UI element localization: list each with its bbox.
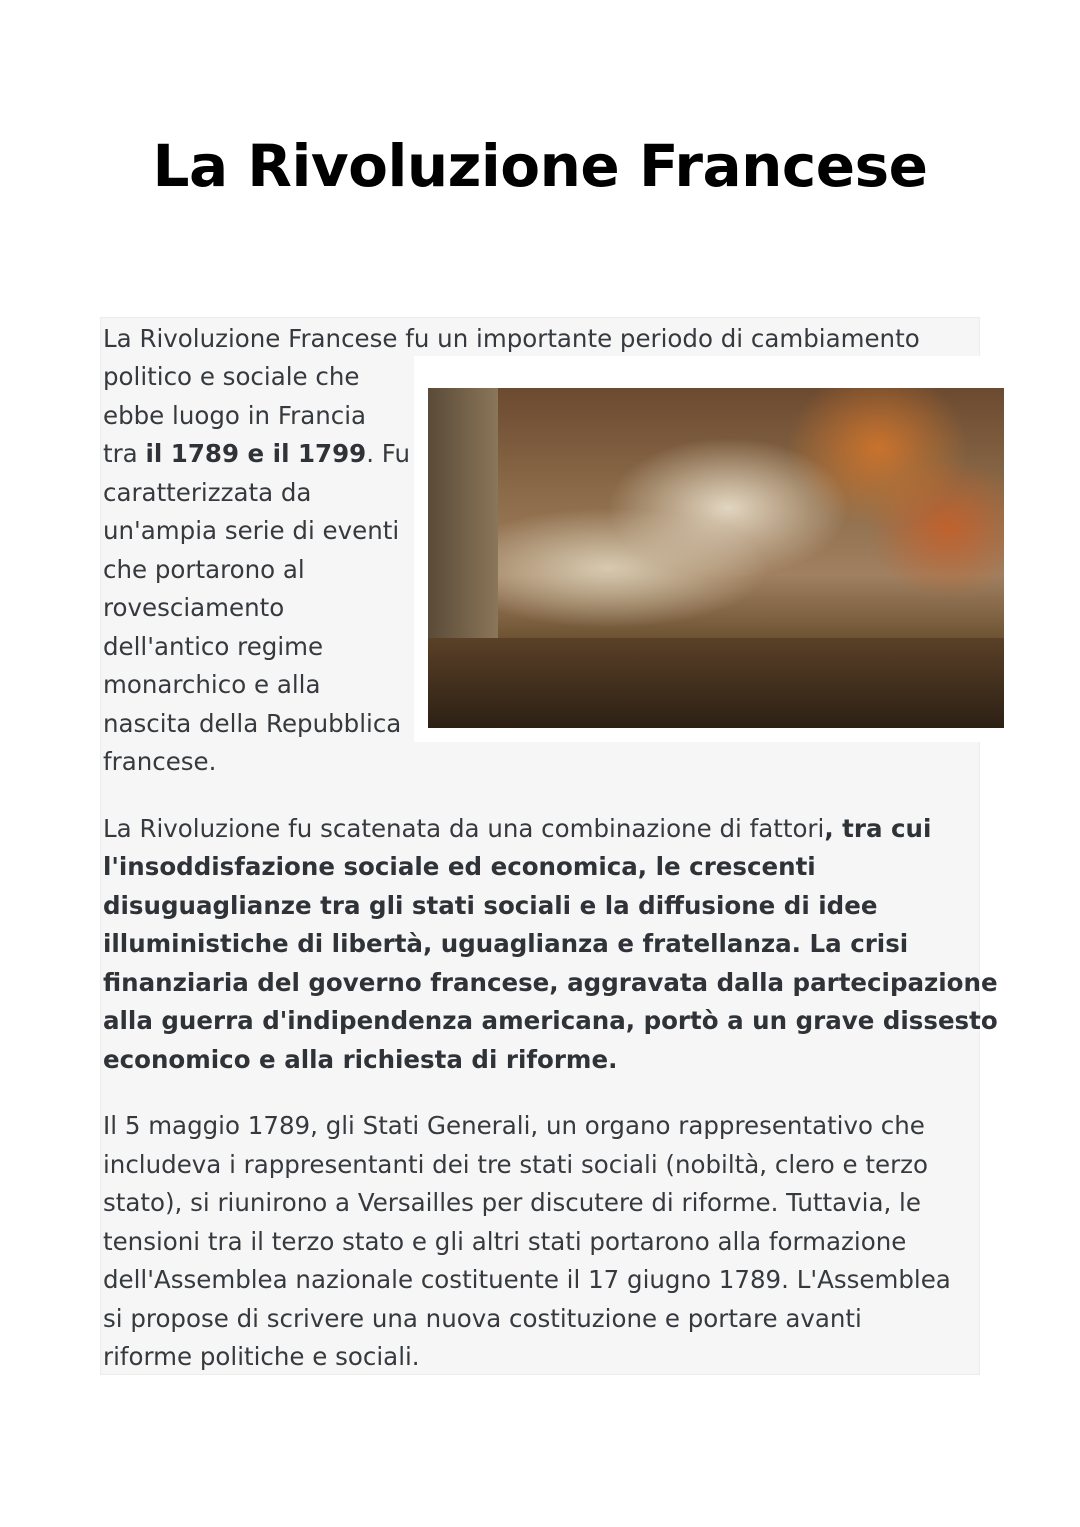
paragraph-1-line: dell'antico regime bbox=[103, 632, 324, 661]
bold-text: finanziaria del governo francese, aggravata dalla partecipazione bbox=[103, 968, 998, 997]
paragraph-1-line: rovesciamento bbox=[103, 593, 285, 622]
paragraph-1-line: francese. bbox=[103, 747, 217, 776]
bold-text: alla guerra d'indipendenza americana, portò a un grave dissesto bbox=[103, 1006, 998, 1035]
paragraph-2-line bbox=[103, 887, 877, 925]
paragraph-1-line: nascita della Repubblica bbox=[103, 709, 402, 738]
paragraph-1-line: monarchico e alla bbox=[103, 670, 321, 699]
paragraph-2-line bbox=[103, 1041, 617, 1079]
bold-text: , tra cui bbox=[824, 814, 932, 843]
paragraph-1-line: caratterizzata da bbox=[103, 478, 312, 507]
paragraph-1-line bbox=[103, 435, 410, 473]
bold-text: illuministiche di libertà, uguaglianza e fratellanza. La crisi bbox=[103, 929, 909, 958]
bold-text: l'insoddisfazione sociale ed economica, le crescenti bbox=[103, 852, 816, 881]
page-title: La Rivoluzione Francese bbox=[152, 132, 928, 200]
paragraph-2-line bbox=[103, 1002, 998, 1040]
text: La Rivoluzione fu scatenata da una combinazione di fattori bbox=[103, 814, 825, 843]
paragraph-1-line: La Rivoluzione Francese fu un importante periodo di cambiamento bbox=[103, 324, 920, 353]
text: . Fu bbox=[366, 439, 411, 468]
paragraph-2-line bbox=[103, 964, 998, 1002]
bold-dates: il 1789 e il 1799 bbox=[145, 439, 367, 468]
text: tra bbox=[103, 439, 146, 468]
paragraph-2-line bbox=[103, 810, 931, 848]
bold-text: disuguaglianze tra gli stati sociali e la diffusione di idee bbox=[103, 891, 878, 920]
paragraph-2-line bbox=[103, 925, 908, 963]
paragraph-1-line: ebbe luogo in Francia bbox=[103, 401, 367, 430]
paragraph-3-line: si propose di scrivere una nuova costituzione e portare avanti bbox=[103, 1304, 862, 1333]
paragraph-2-line bbox=[103, 848, 816, 886]
paragraph-1-line: un'ampia serie di eventi bbox=[103, 516, 400, 545]
revolution-painting-image bbox=[428, 388, 1004, 728]
paragraph-3-line: riforme politiche e sociali. bbox=[103, 1342, 420, 1371]
paragraph-1-line: che portarono al bbox=[103, 555, 305, 584]
paragraph-1-line: politico e sociale che bbox=[103, 362, 360, 391]
bold-text: economico e alla richiesta di riforme. bbox=[103, 1045, 618, 1074]
paragraph-3-line: tensioni tra il terzo stato e gli altri stati portarono alla formazione bbox=[103, 1227, 907, 1256]
paragraph-3-line: dell'Assemblea nazionale costituente il 17 giugno 1789. L'Assemblea bbox=[103, 1265, 951, 1294]
paragraph-3-line: includeva i rappresentanti dei tre stati sociali (nobiltà, clero e terzo bbox=[103, 1150, 928, 1179]
paragraph-3-line: Il 5 maggio 1789, gli Stati Generali, un organo rappresentativo che bbox=[103, 1111, 925, 1140]
paragraph-3-line: stato), si riunirono a Versailles per discutere di riforme. Tuttavia, le bbox=[103, 1188, 921, 1217]
